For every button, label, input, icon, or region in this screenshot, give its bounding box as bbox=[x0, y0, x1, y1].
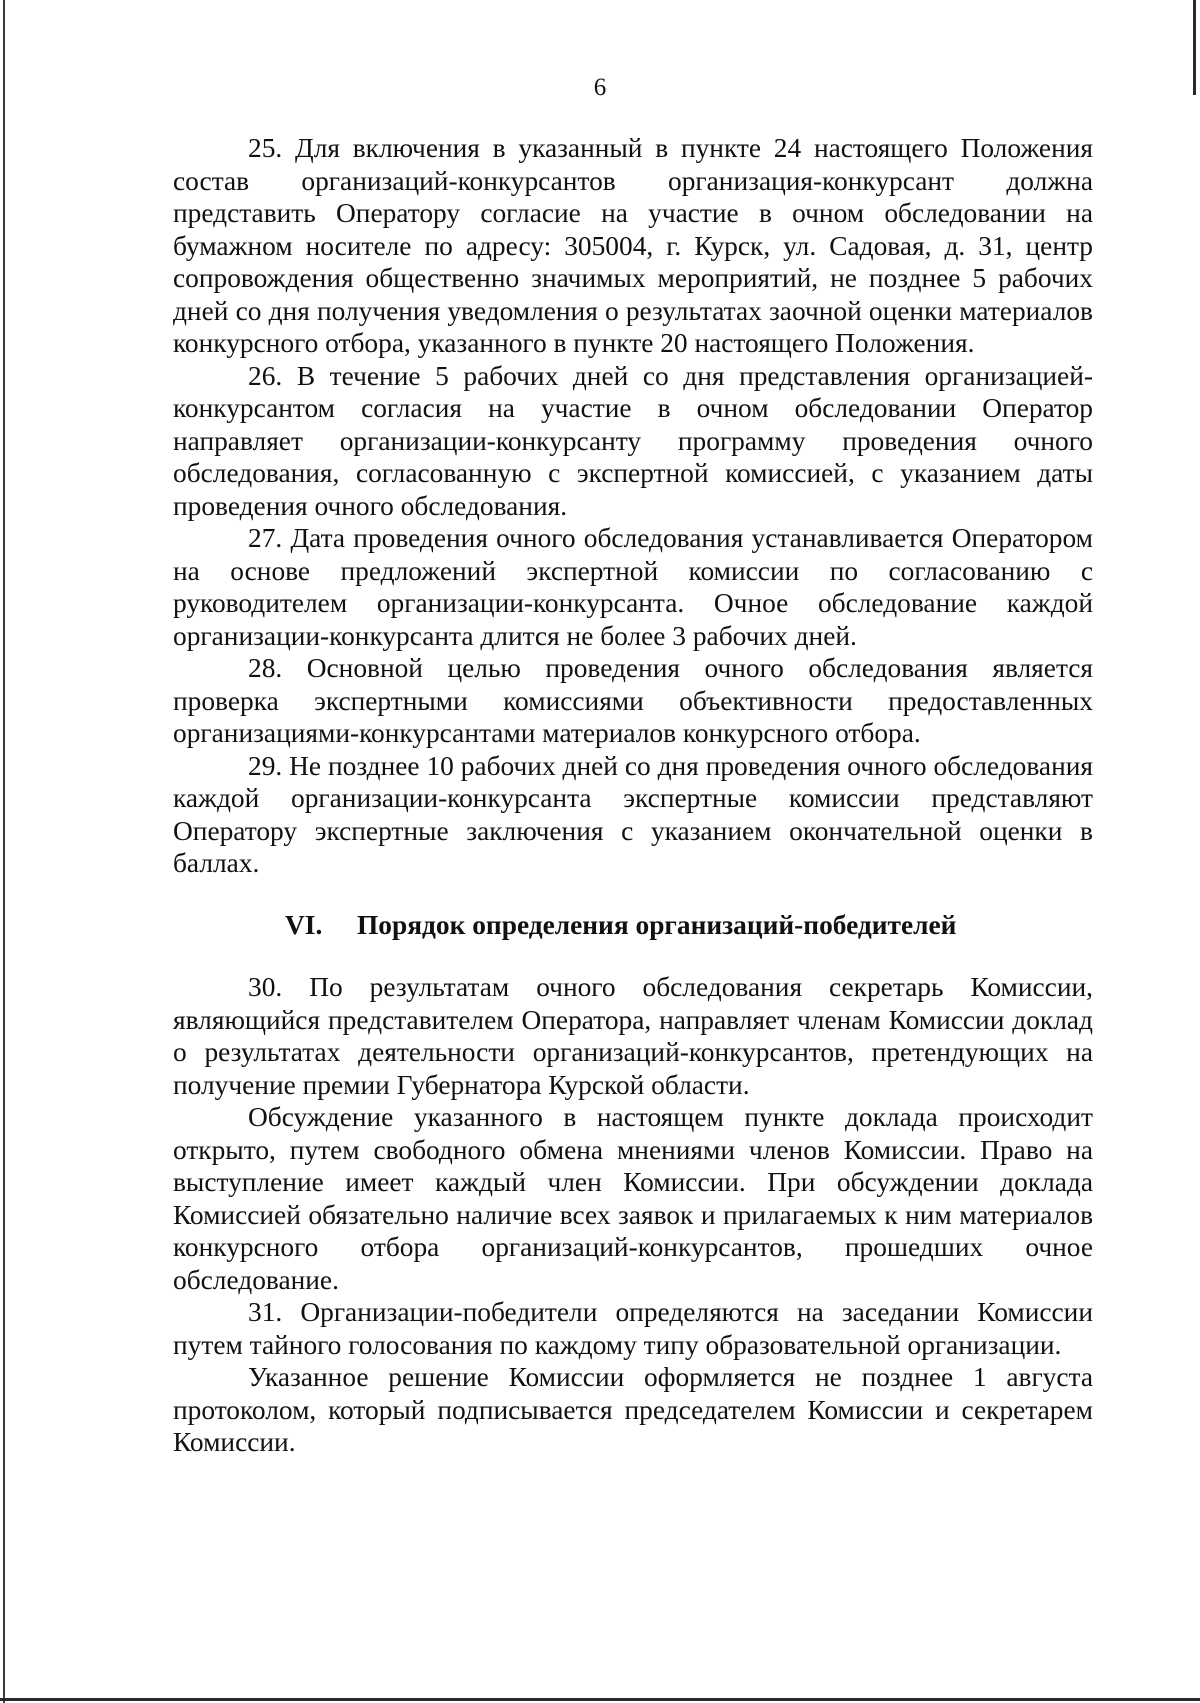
paragraph-25: 25. Для включения в указанный в пункте 24 настоящего Положения состав организаций-конкурсантов организация-конкурсант должна представить Оператору согласие на участие в очном обследовании на бумажном носителе по адресу: 305004, г. Курск, ул. Садовая, д. 31, центр сопровождения общественно значимых мероприятий, не позднее 5 рабочих дней со дня получения уведомления о результатах заочной оценки материалов конкурсного отбора, указанного в пункте 20 настоящего Положения. bbox=[173, 133, 1093, 358]
section-number: VI. bbox=[285, 909, 323, 940]
section-title: Порядок определения организаций-победителей bbox=[357, 909, 957, 940]
paragraph-30-discussion: Обсуждение указанного в настоящем пункте доклада происходит открыто, путем свободного обмена мнениями членов Комиссии. Право на выступление имеет каждый член Комиссии. При обсуждении доклада Комиссией обязательно наличие всех заявок и прилагаемых к ним материалов конкурсного отбора организаций-конкурсантов, прошедших очное обследование. bbox=[173, 1102, 1093, 1295]
document-body bbox=[173, 132, 1093, 1459]
paragraph-31-decision: Указанное решение Комиссии оформляется не позднее 1 августа протоколом, который подписывается председателем Комиссии и секретарем Комиссии. bbox=[173, 1362, 1093, 1457]
paragraph-30: 30. По результатам очного обследования секретарь Комиссии, являющийся представителем Оператора, направляет членам Комиссии доклад о результатах деятельности организаций-конкурсантов, претендующих на получение премии Губернатора Курской области. bbox=[173, 972, 1093, 1100]
paragraph-29: 29. Не позднее 10 рабочих дней со дня проведения очного обследования каждой организации-конкурсанта экспертные комиссии представляют Оператору экспертные заключения с указанием окончательной оценки в баллах. bbox=[173, 750, 1093, 878]
paragraph-26: 26. В течение 5 рабочих дней со дня представления организацией-конкурсантом согласия на участие в очном обследовании Оператор направляет организации-конкурсанту программу проведения очного обследования, согласованную с экспертной комиссией, с указанием даты проведения очного обследования. bbox=[173, 360, 1093, 521]
paragraph-28: 28. Основной целью проведения очного обследования является проверка экспертными комиссиями объективности предоставленных организациями-конкурсантами материалов конкурсного отбора. bbox=[173, 653, 1093, 748]
scan-edge-bottom bbox=[0, 1698, 1200, 1701]
scan-edge-left bbox=[3, 0, 5, 1703]
page-number: 6 bbox=[593, 74, 607, 101]
paragraph-31: 31. Организации-победители определяются на заседании Комиссии путем тайного голосования по каждому типу образовательной организации. bbox=[173, 1297, 1093, 1360]
section-heading bbox=[173, 909, 1093, 942]
paragraph-27: 27. Дата проведения очного обследования устанавливается Оператором на основе предложений экспертной комиссии по согласованию с руководителем организации-конкурсанта. Очное обследование каждой организации-конкурсанта длится не более 3 рабочих дней. bbox=[173, 523, 1093, 651]
